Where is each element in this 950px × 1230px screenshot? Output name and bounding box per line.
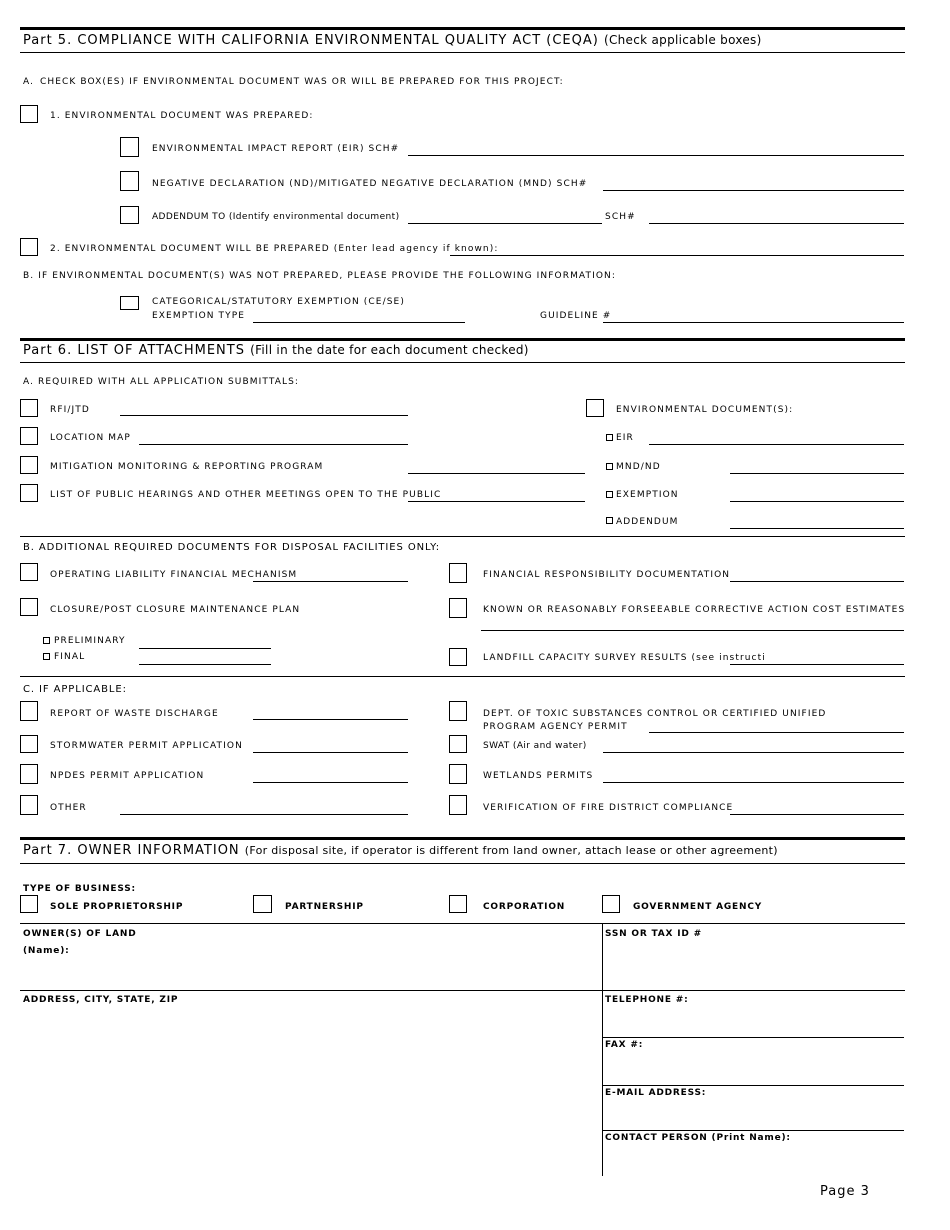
rfi-checkbox[interactable] bbox=[20, 399, 38, 417]
landfill-date-field[interactable] bbox=[730, 664, 904, 665]
waste-discharge-checkbox[interactable] bbox=[20, 701, 38, 721]
mitigation-checkbox[interactable] bbox=[20, 456, 38, 474]
part7-heading-rule bbox=[20, 863, 905, 864]
part5-b-text: B. IF ENVIRONMENTAL DOCUMENT(S) WAS NOT PREPARED, PLEASE PROVIDE THE FOLLOWING INFORMATION: bbox=[23, 271, 616, 281]
fax-rule bbox=[603, 1085, 904, 1086]
lead-agency-field[interactable] bbox=[450, 255, 904, 256]
stormwater-date-field[interactable] bbox=[253, 752, 408, 753]
eir-sch-field[interactable] bbox=[408, 155, 904, 156]
location-map-label: LOCATION MAP bbox=[50, 433, 131, 443]
preliminary-checkbox[interactable] bbox=[43, 637, 50, 644]
owner-name-label: (Name): bbox=[23, 946, 70, 956]
eir-small-checkbox[interactable] bbox=[606, 434, 613, 441]
page-number: Page 3 bbox=[820, 1184, 870, 1199]
final-date-field[interactable] bbox=[139, 664, 271, 665]
address-label: ADDRESS, CITY, STATE, ZIP bbox=[23, 995, 179, 1005]
env-docs-label: ENVIRONMENTAL DOCUMENT(S): bbox=[616, 405, 794, 415]
fin-resp-label: FINANCIAL RESPONSIBILITY DOCUMENTATION bbox=[483, 570, 731, 580]
env-doc-prepared-label: 1. ENVIRONMENTAL DOCUMENT WAS PREPARED: bbox=[50, 111, 314, 121]
part6-top-rule bbox=[20, 338, 905, 341]
dtsc-date-field[interactable] bbox=[649, 732, 904, 733]
stormwater-label: STORMWATER PERMIT APPLICATION bbox=[50, 741, 243, 751]
env-doc-prepared-checkbox[interactable] bbox=[20, 105, 38, 123]
corrective-date-field[interactable] bbox=[481, 630, 904, 631]
type-of-business-label: TYPE OF BUSINESS: bbox=[23, 884, 136, 894]
addendum-doc-field[interactable] bbox=[408, 223, 602, 224]
addendum-sch-field[interactable] bbox=[649, 223, 904, 224]
owner-land-label: OWNER(S) OF LAND bbox=[23, 929, 137, 939]
preliminary-label: PRELIMINARY bbox=[54, 636, 126, 646]
swat-date-field[interactable] bbox=[603, 752, 904, 753]
closure-checkbox[interactable] bbox=[20, 598, 38, 616]
npdes-checkbox[interactable] bbox=[20, 764, 38, 784]
closure-label: CLOSURE/POST CLOSURE MAINTENANCE PLAN bbox=[50, 605, 301, 615]
waste-discharge-label: REPORT OF WASTE DISCHARGE bbox=[50, 709, 219, 719]
env-doc-will-be-prepared-checkbox[interactable] bbox=[20, 238, 38, 256]
sole-proprietorship-checkbox[interactable] bbox=[20, 895, 38, 913]
part5-heading-rule bbox=[20, 52, 905, 53]
stormwater-checkbox[interactable] bbox=[20, 735, 38, 753]
location-map-checkbox[interactable] bbox=[20, 427, 38, 445]
mitigation-date-field[interactable] bbox=[408, 473, 585, 474]
telephone-rule bbox=[603, 1037, 904, 1038]
corrective-checkbox[interactable] bbox=[449, 598, 467, 618]
addendum-sch-label: SCH# bbox=[605, 212, 636, 222]
final-checkbox[interactable] bbox=[43, 653, 50, 660]
eir-checkbox[interactable] bbox=[120, 137, 139, 157]
email-label: E-MAIL ADDRESS: bbox=[605, 1088, 707, 1098]
wetlands-date-field[interactable] bbox=[603, 782, 904, 783]
corrective-label: KNOWN OR REASONABLY FORSEEABLE CORRECTIVE ACTION COST ESTIMATES bbox=[483, 605, 906, 615]
other-date-field[interactable] bbox=[120, 814, 408, 815]
partnership-checkbox[interactable] bbox=[253, 895, 272, 913]
env-docs-checkbox[interactable] bbox=[586, 399, 604, 417]
npdes-date-field[interactable] bbox=[253, 782, 408, 783]
part6-b-heading: B. ADDITIONAL REQUIRED DOCUMENTS FOR DISPOSAL FACILITIES ONLY: bbox=[23, 542, 441, 553]
other-label: OTHER bbox=[50, 803, 87, 813]
hearings-date-field[interactable] bbox=[408, 501, 585, 502]
corporation-checkbox[interactable] bbox=[449, 895, 467, 913]
dtsc-checkbox[interactable] bbox=[449, 701, 467, 721]
addendum-small-checkbox[interactable] bbox=[606, 517, 613, 524]
preliminary-date-field[interactable] bbox=[139, 648, 271, 649]
other-checkbox[interactable] bbox=[20, 795, 38, 815]
nd-sch-field[interactable] bbox=[603, 190, 904, 191]
eir-label: ENVIRONMENTAL IMPACT REPORT (EIR) SCH# bbox=[152, 144, 400, 154]
mnd-small-checkbox[interactable] bbox=[606, 463, 613, 470]
guideline-field[interactable] bbox=[603, 322, 904, 323]
location-map-date-field[interactable] bbox=[139, 444, 408, 445]
eir-date-field[interactable] bbox=[649, 444, 904, 445]
wetlands-label: WETLANDS PERMITS bbox=[483, 771, 594, 781]
addendum-doc-label: ADDENDUM bbox=[616, 517, 679, 527]
exemption-label: EXEMPTION bbox=[616, 490, 679, 500]
fire-label: VERIFICATION OF FIRE DISTRICT COMPLIANCE bbox=[483, 803, 734, 813]
mnd-date-field[interactable] bbox=[730, 473, 904, 474]
corporation-label: CORPORATION bbox=[483, 902, 566, 912]
partnership-label: PARTNERSHIP bbox=[285, 902, 364, 912]
rfi-date-field[interactable] bbox=[120, 415, 408, 416]
fin-resp-checkbox[interactable] bbox=[449, 563, 467, 583]
landfill-checkbox[interactable] bbox=[449, 648, 467, 666]
exemption-date-field[interactable] bbox=[730, 501, 904, 502]
email-rule bbox=[603, 1130, 904, 1131]
fin-resp-date-field[interactable] bbox=[730, 581, 904, 582]
npdes-label: NPDES PERMIT APPLICATION bbox=[50, 771, 205, 781]
op-liability-date-field[interactable] bbox=[253, 581, 408, 582]
mnd-label: MND/ND bbox=[616, 462, 661, 472]
hearings-label: LIST OF PUBLIC HEARINGS AND OTHER MEETINGS OPEN TO THE PUBLIC bbox=[50, 490, 442, 500]
government-agency-checkbox[interactable] bbox=[602, 895, 620, 913]
exemption-type-label: EXEMPTION TYPE bbox=[152, 311, 246, 321]
part6-c-rule bbox=[20, 676, 905, 677]
addendum-checkbox[interactable] bbox=[120, 206, 139, 224]
nd-checkbox[interactable] bbox=[120, 171, 139, 191]
sole-proprietorship-label: SOLE PROPRIETORSHIP bbox=[50, 902, 184, 912]
fire-date-field[interactable] bbox=[730, 814, 904, 815]
part7-heading: Part 7. OWNER INFORMATION (For disposal site, if operator is different from land owner, attach lease or other agreement) bbox=[23, 843, 778, 858]
landfill-label: LANDFILL CAPACITY SURVEY RESULTS (see instructi bbox=[483, 653, 766, 663]
part6-c-heading: C. IF APPLICABLE: bbox=[23, 684, 127, 695]
owner-rule-address bbox=[20, 990, 905, 991]
categorical-exemption-label: CATEGORICAL/STATUTORY EXEMPTION (CE/SE) bbox=[152, 297, 405, 307]
part6-heading: Part 6. LIST OF ATTACHMENTS (Fill in the date for each document checked) bbox=[23, 343, 529, 358]
mitigation-label: MITIGATION MONITORING & REPORTING PROGRAM bbox=[50, 462, 324, 472]
exemption-small-checkbox[interactable] bbox=[606, 491, 613, 498]
addendum-date-field[interactable] bbox=[730, 528, 904, 529]
nd-label: NEGATIVE DECLARATION (ND)/MITIGATED NEGATIVE DECLARATION (MND) SCH# bbox=[152, 179, 588, 189]
final-label: FINAL bbox=[54, 652, 86, 662]
part5-a-label: A. bbox=[23, 77, 35, 87]
exemption-type-field[interactable] bbox=[253, 322, 465, 323]
addendum-label: ADDENDUM TO (Identify environmental document) bbox=[152, 212, 400, 222]
owner-column-divider bbox=[602, 923, 603, 1176]
part7-top-rule bbox=[20, 837, 905, 840]
waste-discharge-date-field[interactable] bbox=[253, 719, 408, 720]
part5-top-rule bbox=[20, 27, 905, 30]
categorical-exemption-checkbox[interactable] bbox=[120, 296, 139, 310]
fax-label: FAX #: bbox=[605, 1040, 644, 1050]
ssn-label: SSN OR TAX ID # bbox=[605, 929, 702, 939]
swat-checkbox[interactable] bbox=[449, 735, 467, 753]
eir-doc-label: EIR bbox=[616, 433, 634, 443]
rfi-label: RFI/JTD bbox=[50, 405, 90, 415]
part5-heading: Part 5. COMPLIANCE WITH CALIFORNIA ENVIRONMENTAL QUALITY ACT (CEQA) (Check applicable boxes) bbox=[23, 33, 762, 48]
op-liability-label: OPERATING LIABILITY FINANCIAL MECHANISM bbox=[50, 570, 298, 580]
env-doc-will-be-prepared-label: 2. ENVIRONMENTAL DOCUMENT WILL BE PREPARED (Enter lead agency if known): bbox=[50, 244, 499, 254]
fire-checkbox[interactable] bbox=[449, 795, 467, 815]
telephone-label: TELEPHONE #: bbox=[605, 995, 689, 1005]
dtsc-label-line1: DEPT. OF TOXIC SUBSTANCES CONTROL OR CERTIFIED UNIFIED bbox=[483, 709, 827, 719]
part5-a-text: CHECK BOX(ES) IF ENVIRONMENTAL DOCUMENT WAS OR WILL BE PREPARED FOR THIS PROJECT: bbox=[40, 77, 564, 87]
hearings-checkbox[interactable] bbox=[20, 484, 38, 502]
part6-a-heading: A. REQUIRED WITH ALL APPLICATION SUBMITTALS: bbox=[23, 377, 300, 387]
part6-heading-rule bbox=[20, 362, 905, 363]
contact-person-label: CONTACT PERSON (Print Name): bbox=[605, 1133, 791, 1143]
owner-rule-top bbox=[20, 923, 905, 924]
guideline-label: GUIDELINE # bbox=[540, 311, 612, 321]
part6-b-rule bbox=[20, 536, 905, 537]
government-agency-label: GOVERNMENT AGENCY bbox=[633, 902, 763, 912]
dtsc-label-line2: PROGRAM AGENCY PERMIT bbox=[483, 722, 628, 732]
wetlands-checkbox[interactable] bbox=[449, 764, 467, 784]
op-liability-checkbox[interactable] bbox=[20, 563, 38, 581]
swat-label: SWAT (Air and water) bbox=[483, 741, 587, 751]
